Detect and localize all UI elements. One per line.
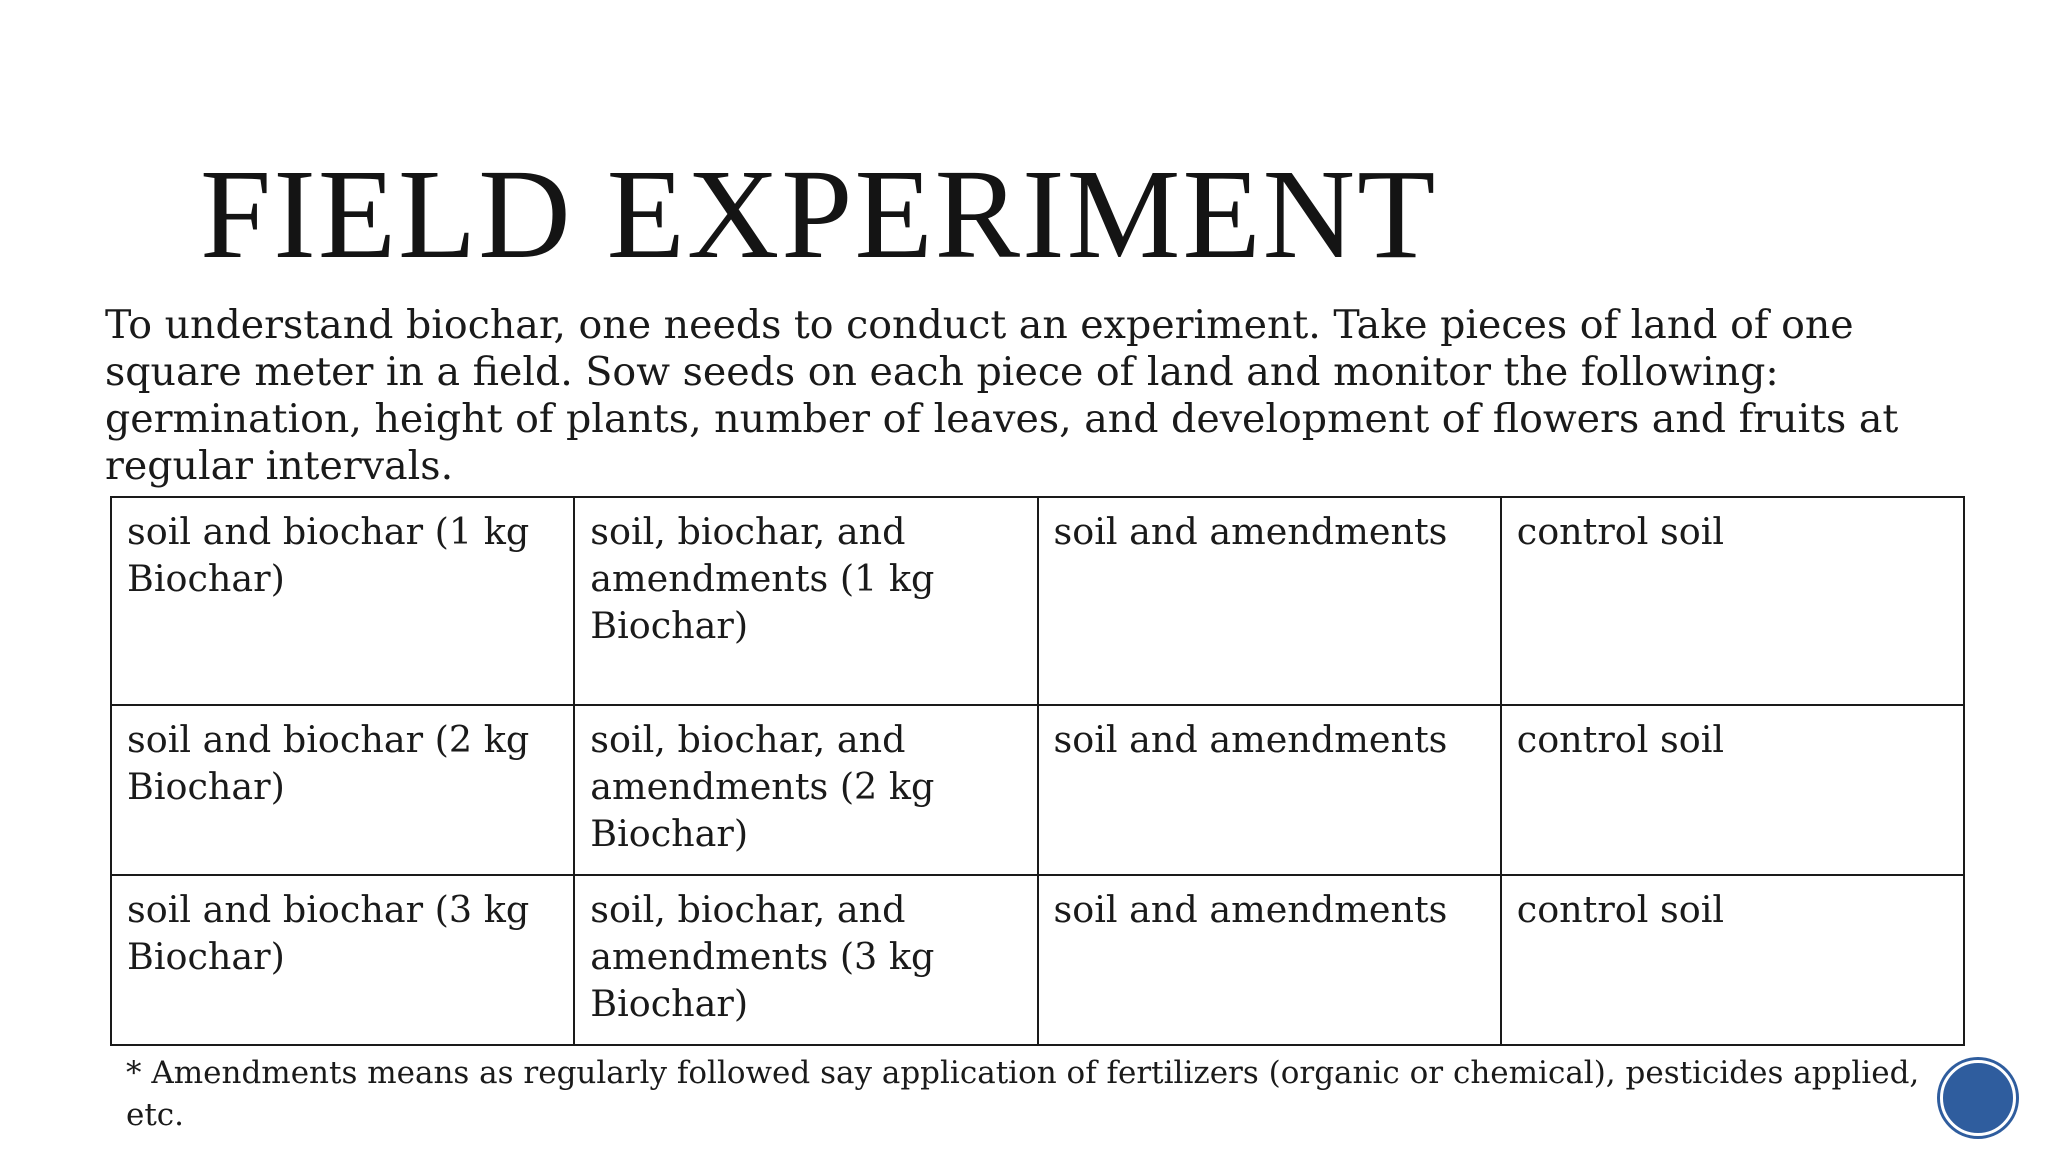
table-cell: soil, biochar, and amendments (3 kg Biochar) (574, 875, 1037, 1045)
intro-paragraph (105, 302, 2005, 490)
intro-line: To understand biochar, one needs to conduct an experiment. Take pieces of land of one (105, 302, 1854, 348)
experiment-table (110, 496, 1965, 1046)
intro-line: germination, height of plants, number of leaves, and development of flowers and fruits at (105, 396, 1899, 442)
table-cell: control soil (1501, 875, 1964, 1045)
slide-nav-button[interactable] (1940, 1060, 2016, 1136)
table-cell: soil and biochar (1 kg Biochar) (111, 497, 574, 705)
table-cell: soil and amendments (1038, 497, 1501, 705)
table-cell: control soil (1501, 497, 1964, 705)
table-cell: soil and amendments (1038, 875, 1501, 1045)
table-cell: soil, biochar, and amendments (2 kg Biochar) (574, 705, 1037, 875)
page-title: FIELD EXPERIMENT (200, 143, 1438, 285)
table-cell: soil, biochar, and amendments (1 kg Biochar) (574, 497, 1037, 705)
table-row (111, 875, 1964, 1045)
table-cell: control soil (1501, 705, 1964, 875)
table-cell: soil and biochar (2 kg Biochar) (111, 705, 574, 875)
table-cell: soil and biochar (3 kg Biochar) (111, 875, 574, 1045)
footnote: * Amendments means as regularly followed say application of fertilizers (organic or chemical), pesticides applied, etc. (126, 1055, 1920, 1133)
table-cell: soil and amendments (1038, 705, 1501, 875)
table-row (111, 497, 1964, 705)
intro-line: regular intervals. (105, 443, 454, 489)
table-row (111, 705, 1964, 875)
intro-line: square meter in a field. Sow seeds on each piece of land and monitor the following: (105, 349, 1779, 395)
